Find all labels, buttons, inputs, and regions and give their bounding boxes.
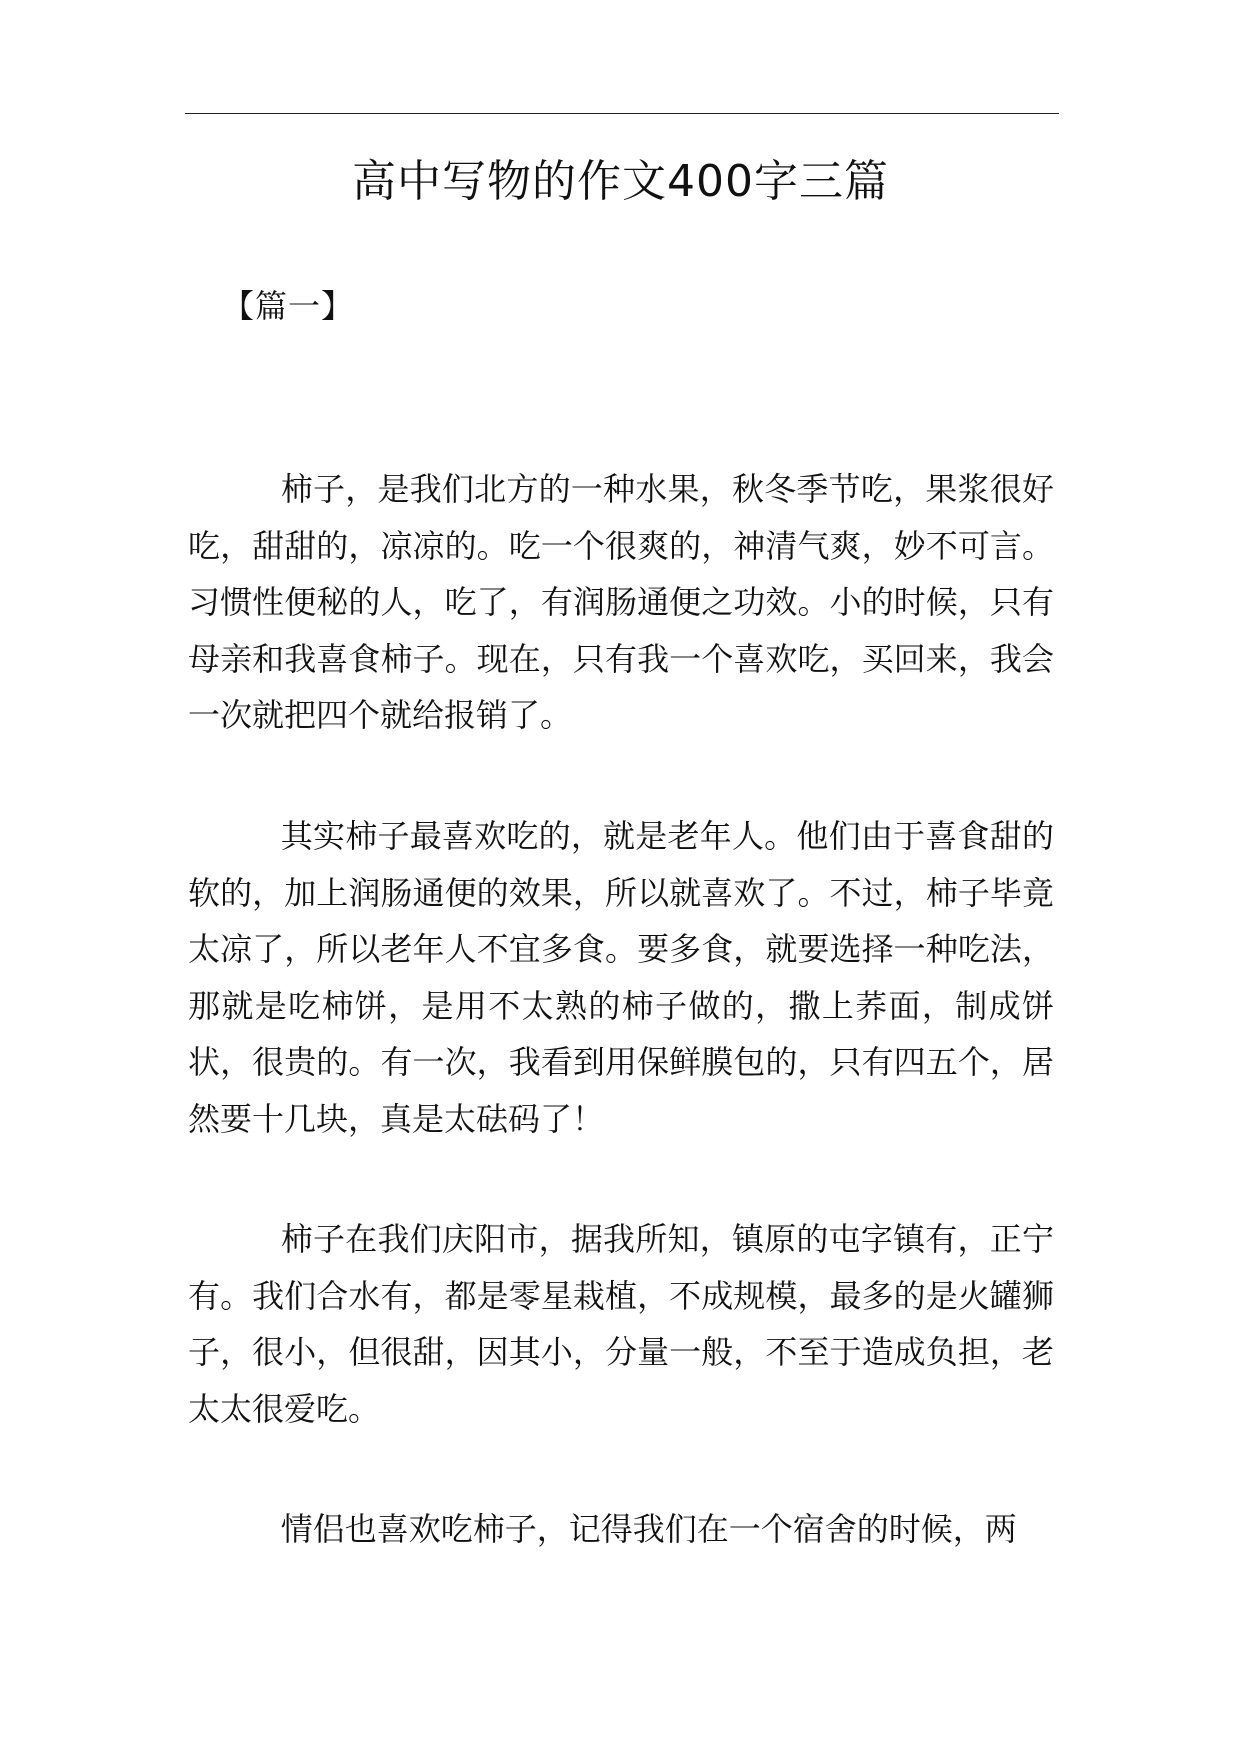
paragraph-2: 其实柿子最喜欢吃的，就是老年人。他们由于喜食甜的软的，加上润肠通便的效果，所以就喜欢了。不过，柿子毕竟太凉了，所以老年人不宜多食。要多食，就要选择一种吃法，那就是吃柿饼，是用不太熟的柿子做的，撒上荞面，制成饼状，很贵的。有一次，我看到用保鲜膜包的，只有四五个，居然要十几块，真是太砝码了！ xyxy=(188,817,1054,1138)
paragraph-3: 柿子在我们庆阳市，据我所知，镇原的屯字镇有，正宁有。我们合水有，都是零星栽植，不成规模，最多的是火罐狮子，很小，但很甜，因其小，分量一般，不至于造成负担，老太太很爱吃。 xyxy=(188,1220,1054,1428)
paragraph-1: 柿子，是我们北方的一种水果，秋冬季节吃，果浆很好吃，甜甜的，凉凉的。吃一个很爽的，神清气爽，妙不可言。习惯性便秘的人，吃了，有润肠通便之功效。小的时候，只有母亲和我喜食柿子。现在，只有我一个喜欢吃，买回来，我会一次就把四个就给报销了。 xyxy=(188,470,1054,734)
paragraph-4: 情侣也喜欢吃柿子，记得我们在一个宿舍的时候，两 xyxy=(280,1510,1017,1548)
section-label: 【篇一】 xyxy=(222,287,355,325)
header-rule xyxy=(185,113,1059,114)
document-title: 高中写物的作文400字三篇 xyxy=(352,156,889,207)
